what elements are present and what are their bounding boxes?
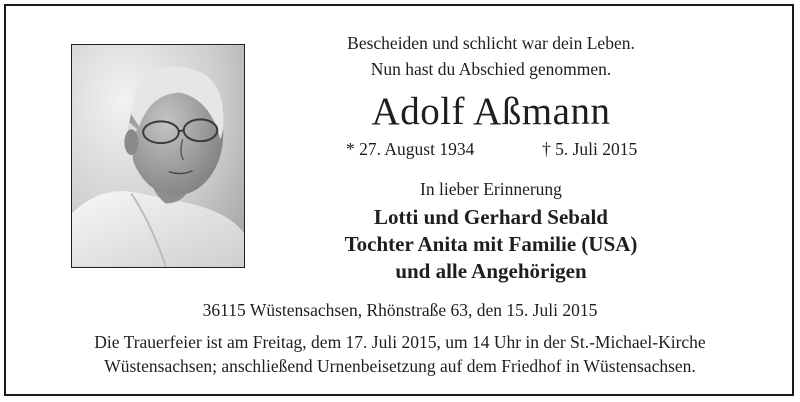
mourners-list [296,204,686,285]
funeral-line-2: Wüstensachsen; anschließend Urnenbeisetzung auf dem Friedhof in Wüstensachsen. [104,356,696,376]
mourner-line: Lotti und Gerhard Sebald [374,205,608,229]
portrait-photo [71,44,245,268]
deceased-name: Adolf Aßmann [371,90,611,133]
verse [296,30,686,82]
memory-label: In lieber Erinnerung [420,179,562,199]
funeral-info [0,330,800,378]
birth-date: * 27. August 1934 [346,139,475,159]
verse-line-2: Nun hast du Abschied genommen. [370,59,612,79]
portrait-icon [72,45,244,267]
mourner-line: und alle Angehörigen [395,259,587,283]
funeral-line-1: Die Trauerfeier ist am Freitag, dem 17. Juli 2015, um 14 Uhr in der St.-Michael-Kirche [94,332,706,352]
verse-line-1: Bescheiden und schlicht war dein Leben. [347,33,635,53]
mourner-line: Tochter Anita mit Familie (USA) [344,232,638,256]
death-date: † 5. Juli 2015 [542,139,638,159]
place-and-date: 36115 Wüstensachsen, Rhönstraße 63, den 15. Juli 2015 [202,300,598,320]
